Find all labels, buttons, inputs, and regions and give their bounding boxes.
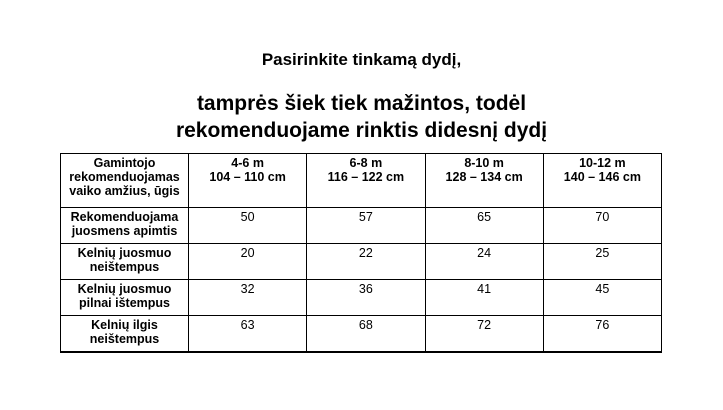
table-cell: 25 (543, 244, 661, 280)
table-row (61, 280, 662, 316)
table-cell: 50 (189, 208, 307, 244)
table-cell: 36 (307, 280, 425, 316)
table-cell: 68 (307, 316, 425, 353)
table-cell: 45 (543, 280, 661, 316)
table-cell: 20 (189, 244, 307, 280)
row-label: Kelnių juosmuo pilnai ištempus (61, 280, 189, 316)
table-cell: 22 (307, 244, 425, 280)
column-header: 10-12 m 140 – 146 cm (543, 154, 661, 208)
row-label: Kelnių ilgis neištempus (61, 316, 189, 353)
table-cell: 32 (189, 280, 307, 316)
page-title (0, 90, 723, 144)
table-cell: 24 (425, 244, 543, 280)
corner-header: Gamintojo rekomenduojamas vaiko amžius, ūgis (61, 154, 189, 208)
table-cell: 76 (543, 316, 661, 353)
table-cell: 41 (425, 280, 543, 316)
size-table (60, 153, 662, 353)
table-row (61, 244, 662, 280)
title-line-1: tamprės šiek tiek mažintos, todėl (196, 92, 527, 115)
title-line-2: rekomenduojame rinktis didesnį dydį (175, 119, 548, 142)
table-cell: 70 (543, 208, 661, 244)
table-header-row (61, 154, 662, 208)
column-header: 8-10 m 128 – 134 cm (425, 154, 543, 208)
table-cell: 72 (425, 316, 543, 353)
table-cell: 57 (307, 208, 425, 244)
column-header: 6-8 m 116 – 122 cm (307, 154, 425, 208)
row-label: Rekomenduojama juosmens apimtis (61, 208, 189, 244)
table-cell: 63 (189, 316, 307, 353)
column-header: 4-6 m 104 – 110 cm (189, 154, 307, 208)
table-row (61, 208, 662, 244)
subtitle: Pasirinkite tinkamą dydį, (261, 50, 462, 69)
table-cell: 65 (425, 208, 543, 244)
table-row (61, 316, 662, 353)
row-label: Kelnių juosmuo neištempus (61, 244, 189, 280)
